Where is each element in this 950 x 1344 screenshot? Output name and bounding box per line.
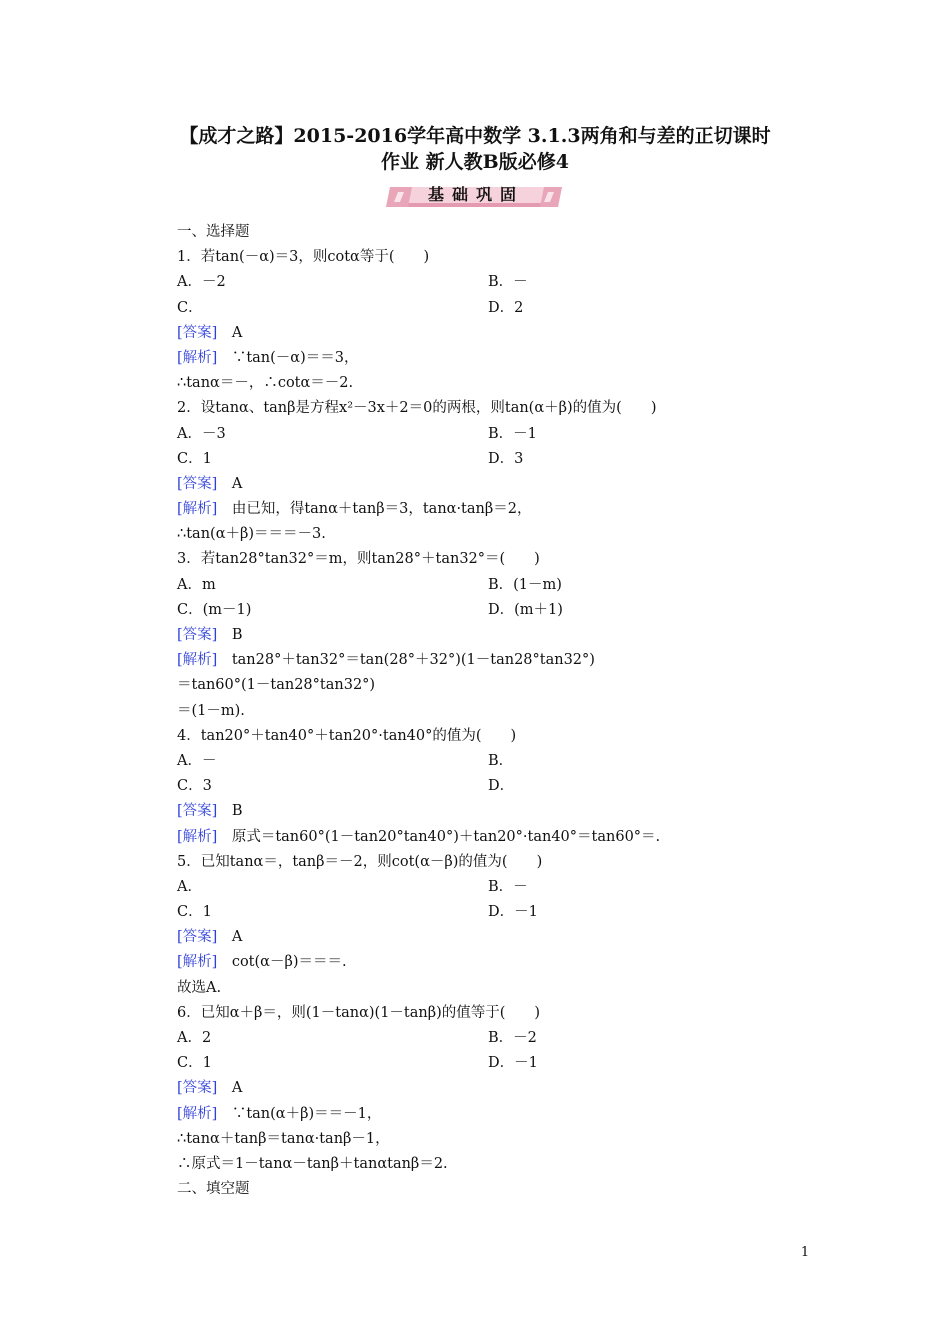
line-text: A bbox=[217, 929, 243, 946]
option-row bbox=[177, 749, 797, 774]
text-line bbox=[177, 245, 797, 270]
option-left: C．1 bbox=[177, 904, 212, 921]
line-text: B bbox=[217, 627, 243, 643]
line-text: ∵tan(α＋β)＝＝－1， bbox=[217, 1105, 382, 1122]
option-row bbox=[177, 1051, 797, 1076]
line-text: ∵tan(－α)＝＝3， bbox=[217, 349, 359, 366]
option-right: D．－1 bbox=[488, 904, 538, 921]
label-tag: [答案] bbox=[177, 475, 218, 492]
label-tag: [解析] bbox=[177, 652, 218, 669]
answer-line bbox=[177, 950, 797, 975]
option-row bbox=[177, 270, 797, 295]
line-text: cot(α－β)＝＝＝. bbox=[217, 954, 347, 971]
option-right: D．3 bbox=[488, 450, 524, 467]
text-line bbox=[177, 522, 797, 547]
label-tag: [解析] bbox=[177, 828, 218, 845]
option-left: A． bbox=[177, 878, 202, 895]
text-line bbox=[177, 976, 797, 1001]
text-line bbox=[177, 1127, 797, 1152]
option-right: B．－2 bbox=[488, 1030, 537, 1046]
text-line bbox=[177, 699, 797, 724]
option-row bbox=[177, 296, 797, 321]
line-text: ＝tan60°(1－tan28°tan32°) bbox=[177, 677, 376, 694]
banner-label: 基础巩固 bbox=[427, 185, 524, 204]
label-tag: [答案] bbox=[177, 929, 218, 946]
answer-line bbox=[177, 825, 797, 850]
option-row bbox=[177, 875, 797, 900]
option-right: B．－ bbox=[488, 274, 528, 291]
label-tag: [解析] bbox=[177, 501, 218, 518]
option-left: A．－ bbox=[177, 752, 217, 769]
text-line bbox=[177, 547, 797, 572]
line-text: A bbox=[217, 475, 243, 492]
page-number: 1 bbox=[800, 1245, 810, 1260]
document-title-line-2: 作业 新人教B版必修4 bbox=[381, 151, 569, 173]
section-banner bbox=[384, 184, 568, 210]
option-right: D．(m＋1) bbox=[488, 601, 563, 618]
option-right: B． bbox=[488, 752, 514, 769]
option-left: C．1 bbox=[177, 1055, 212, 1072]
option-right: D． bbox=[488, 778, 515, 795]
label-tag: [解析] bbox=[177, 349, 218, 366]
option-left: C．1 bbox=[177, 450, 212, 467]
option-row bbox=[177, 1026, 797, 1051]
option-right: D．2 bbox=[488, 299, 524, 316]
option-left: A．－3 bbox=[177, 425, 226, 442]
line-text: ∴tanα＝－，∴cotα＝－2. bbox=[177, 375, 354, 392]
label-tag: [解析] bbox=[177, 954, 218, 971]
line-text: 由已知，得tanα＋tanβ＝3，tanα·tanβ＝2， bbox=[217, 501, 532, 518]
line-text: ＝(1－m). bbox=[177, 702, 245, 719]
text-line bbox=[177, 396, 797, 421]
option-row bbox=[177, 573, 797, 598]
line-text: 2．设tanα、tanβ是方程x²－3x＋2＝0的两根，则tan(α＋β)的值为( ) bbox=[177, 400, 657, 417]
text-line bbox=[177, 850, 797, 875]
answer-line bbox=[177, 321, 797, 346]
option-row bbox=[177, 422, 797, 447]
option-left: C． bbox=[177, 299, 203, 316]
answer-line bbox=[177, 1102, 797, 1127]
line-text: B bbox=[217, 803, 243, 820]
text-line bbox=[177, 1177, 797, 1202]
line-text: 二、填空题 bbox=[177, 1181, 250, 1198]
label-tag: [答案] bbox=[177, 324, 218, 341]
line-text: ∴tanα＋tanβ＝tanα·tanβ－1， bbox=[177, 1130, 390, 1147]
line-text: ∴原式＝1－tanα－tanβ＋tanαtanβ＝2. bbox=[177, 1155, 448, 1172]
option-left: C．3 bbox=[177, 778, 212, 795]
option-right: B．(1－m) bbox=[488, 576, 562, 593]
option-row bbox=[177, 900, 797, 925]
document-title-line-1: 【成才之路】2015-2016学年高中数学 3.1.3两角和与差的正切课时 bbox=[179, 125, 771, 147]
line-text: 原式＝tan60°(1－tan20°tan40°)＋tan20°·tan40°＝tan60°＝. bbox=[217, 828, 661, 845]
text-line bbox=[177, 673, 797, 698]
label-tag: [答案] bbox=[177, 627, 218, 643]
text-line bbox=[177, 1001, 797, 1026]
line-text: 6．已知α＋β＝，则(1－tanα)(1－tanβ)的值等于( ) bbox=[177, 1004, 541, 1021]
line-text: tan28°＋tan32°＝tan(28°＋32°)(1－tan28°tan32°) bbox=[217, 652, 595, 669]
option-left: A．m bbox=[177, 576, 216, 593]
line-text: ∴tan(α＋β)＝＝＝－3. bbox=[177, 526, 326, 543]
line-text: 5．已知tanα＝，tanβ＝－2，则cot(α－β)的值为( ) bbox=[177, 853, 543, 870]
label-tag: [解析] bbox=[177, 1105, 218, 1122]
line-text: A bbox=[217, 1080, 243, 1097]
option-right: D．－1 bbox=[488, 1055, 538, 1072]
option-left: A．－2 bbox=[177, 274, 226, 291]
line-text: 3．若tan28°tan32°＝m，则tan28°＋tan32°＝( ) bbox=[177, 551, 540, 568]
answer-line bbox=[177, 497, 797, 522]
answer-line bbox=[177, 648, 797, 673]
answer-line bbox=[177, 799, 797, 824]
option-right: B．－1 bbox=[488, 425, 537, 442]
option-right: B．－ bbox=[488, 878, 528, 895]
label-tag: [答案] bbox=[177, 803, 218, 820]
line-text: 一、选择题 bbox=[177, 224, 250, 240]
text-line bbox=[177, 724, 797, 749]
option-left: A．2 bbox=[177, 1030, 212, 1046]
option-row bbox=[177, 598, 797, 623]
text-line bbox=[177, 220, 797, 245]
line-text: 故选A. bbox=[177, 979, 222, 996]
document-body bbox=[177, 220, 797, 1202]
option-row bbox=[177, 447, 797, 472]
option-left: C．(m－1) bbox=[177, 601, 252, 618]
line-text: A bbox=[217, 324, 243, 341]
answer-line bbox=[177, 623, 797, 648]
line-text: 1．若tan(－α)＝3，则cotα等于( ) bbox=[177, 249, 430, 266]
option-row bbox=[177, 774, 797, 799]
answer-line bbox=[177, 925, 797, 950]
text-line bbox=[177, 371, 797, 396]
answer-line bbox=[177, 1076, 797, 1101]
text-line bbox=[177, 1152, 797, 1177]
label-tag: [答案] bbox=[177, 1080, 218, 1097]
answer-line bbox=[177, 472, 797, 497]
answer-line bbox=[177, 346, 797, 371]
line-text: 4．tan20°＋tan40°＋tan20°·tan40°的值为( ) bbox=[177, 727, 517, 744]
